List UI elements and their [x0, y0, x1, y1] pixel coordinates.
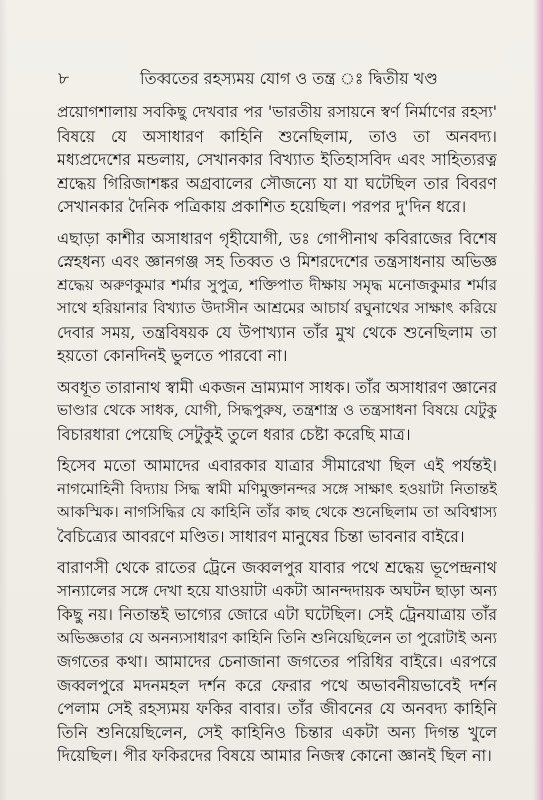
text-line: ভাণ্ডার থেকে সাধক, যোগী, সিদ্ধপুরুষ, তন্ত্রশাস্ত্র ও তন্ত্রসাধনা বিষয়ে যেটুকু [57, 401, 497, 419]
page-number: ৮ [58, 69, 70, 89]
text-line: আকস্মিক। নাগসিদ্ধির যে কাহিনি তাঁর কাছ থেকে শুনেছিলাম তা অবিশ্বাস্য [57, 503, 497, 521]
text-line: মধ্যপ্রদেশের মন্ডলায়, সেখানকার বিখ্যাত ইতিহাসবিদ এবং সাহিত্যরত্ন [57, 150, 497, 169]
text-line: বিষয়ে যে অসাধারণ কাহিনি শুনেছিলাম, তাও তা অনবদ্য। [57, 126, 497, 146]
body-text [57, 101, 497, 768]
text-line: অভিজ্ঞতার যে অনন্যসাধারণ কাহিনি তিনি শুনিয়েছিলেন তা পুরোটাই অন্য [57, 628, 497, 647]
text-line: দিয়েছিল। পীর ফকিরদের বিষয়ে আমার নিজস্ব কোনো জ্ঞানই ছিল না। [57, 746, 492, 765]
text-line: জব্বলপুরে মদনমহল দর্শন করে ফেরার পথে অভাবনীয়ভাবেই দর্শন [57, 675, 497, 695]
paragraph-5 [57, 556, 497, 768]
paragraph-3 [57, 376, 497, 447]
text-line: সাথে হরিয়ানার বিখ্যাত উদাসীন আশ্রমের আচার্য রঘুনাথের সাক্ষাৎ করিয়ে [57, 299, 497, 317]
paragraph-2 [57, 227, 497, 368]
text-line: হিসেব মতো আমাদের এবারকার যাত্রার সীমারেখা ছিল এই পর্যন্তই। [57, 456, 497, 475]
running-head: তিব্বতের রহস্যময় যোগ ও তন্ত্র ঃ দ্বিতীয় খণ্ড [140, 69, 438, 88]
text-line: পেলাম সেই রহস্যময় ফকির বাবার। তাঁর জীবনের যে অনবদ্য কাহিনি [57, 699, 497, 718]
text-line: এছাড়া কাশীর অসাধারণ গৃহীযোগী, ডঃ গোপীনাথ কবিরাজের বিশেষ [57, 228, 497, 248]
cover-edge [533, 0, 543, 800]
text-line: বিচারধারা পেয়েছি সেটুকুই তুলে ধরার চেষ্টা করেছি মাত্র। [57, 424, 411, 444]
page-gutter-shadow [0, 0, 8, 800]
text-line: তিনি শুনিয়েছিলেন, সেই কাহিনিও চিন্তার একটা অন্য দিগন্ত খুলে [57, 722, 497, 742]
text-line: দেবার সময়, তন্ত্রবিষয়ক যে উপাখ্যান তাঁর মুখ থেকে শুনেছিলাম তা [57, 322, 497, 342]
page-header [58, 68, 498, 92]
text-line: হয়তো কোনদিনই ভুলতে পারবো না। [57, 346, 288, 365]
text-line: বৈচিত্র্যের আবরণে মণ্ডিত। সাধারণ মানুষের চিন্তা ভাবনার বাইরে। [57, 526, 465, 546]
paragraph-1 [57, 101, 497, 219]
text-line: কিছু নয়। নিতান্তই ভাগ্যের জোরে এটা ঘটেছিল। সেই ট্রেনযাত্রায় তাঁর [57, 605, 497, 624]
text-line: শ্রদ্ধেয় গিরিজাশঙ্কর অগ্রবালের সৌজন্যে যা যা ঘটেছিল তার বিবরণ [57, 173, 497, 193]
text-line: অবধূত তারানাথ স্বামী একজন ভ্রাম্যমাণ সাধক। তাঁর অসাধারণ জ্ঞানের [57, 377, 497, 397]
text-line: সান্যালের সঙ্গে দেখা হয়ে যাওয়াটা একটা আনন্দদায়ক অঘটন ছাড়া অন্য [57, 581, 497, 600]
text-line: সেখানকার দৈনিক পত্রিকায় প্রকাশিত হয়েছিল। পরপর দু'দিন ধরে। [57, 197, 467, 216]
text-line: বারাণসী থেকে রাতের ট্রেনে জব্বলপুর যাবার পথে শ্রদ্ধেয় ভূপেন্দ্রনাথ [57, 558, 497, 577]
text-line: স্নেহধন্য এবং জ্ঞানগঞ্জ সহ তিব্বত ও মিশরদেশের তন্ত্রসাধনায় অভিজ্ঞ [57, 252, 497, 271]
text-line: প্রয়োগশালায় সবকিছু দেখবার পর 'ভারতীয় রসায়নে স্বর্ণ নির্মাণের রহস্য' [57, 103, 497, 121]
text-line: নাগমোহিনী বিদ্যায় সিদ্ধ স্বামী মণিমুক্তানন্দর সঙ্গে সাক্ষাৎ হওয়াটা নিতান্তই [57, 479, 497, 498]
paragraph-4 [57, 454, 497, 548]
text-line: শ্রদ্ধেয় অরুণকুমার শর্মার সুপুত্র, শক্তিপাত দীক্ষায় সমৃদ্ধ মনোজকুমার শর্মার [57, 275, 497, 294]
text-line: জগতের কথা। আমাদের চেনাজানা জগতের পরিধির বাইরে। এরপরে [57, 652, 497, 671]
